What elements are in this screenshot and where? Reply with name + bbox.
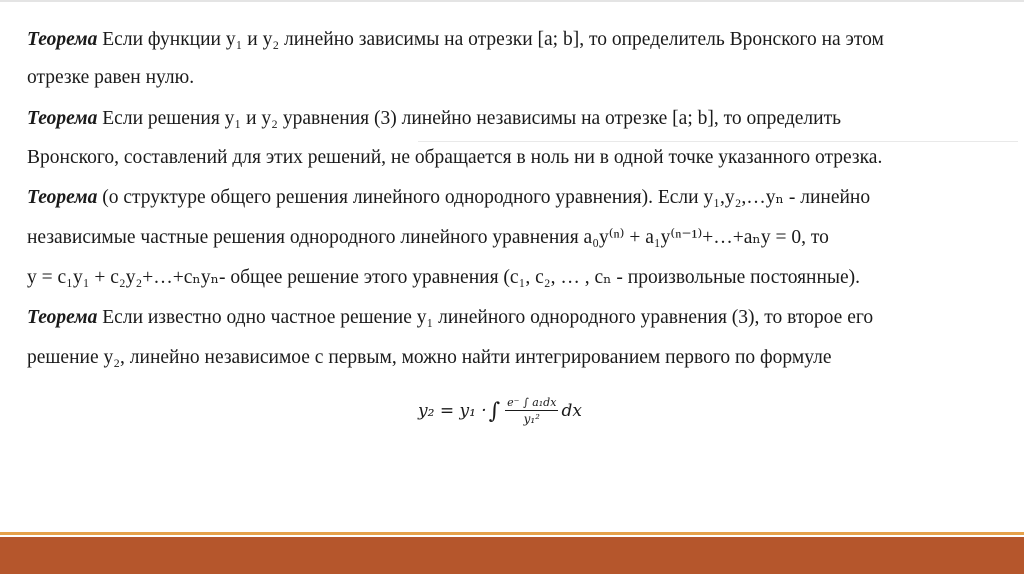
formula-lhs: y₂ = y₁ · xyxy=(418,401,487,421)
theorem4-line1 xyxy=(27,306,873,330)
theorem3-text3: y = c₁y₁ + c₂y₂+…+cₙyₙ- общее решение этого уравнения (c₁, c₂, … , cₙ - произвольные постоянные). xyxy=(27,267,861,288)
theorem2-text2: Вронского, составлений для этих решений, не обращается в ноль ни в одной точке указанного отрезка. xyxy=(27,147,883,168)
wronskian-formula xyxy=(418,386,582,436)
theorem3-text2: независимые частные решения однородного линейного уравнения a₀y⁽ⁿ⁾ + a₁y⁽ⁿ⁻¹⁾+…+aₙy = 0, то xyxy=(27,227,829,248)
theorem3-text1: (о структуре общего решения линейного однородного уравнения). Если y₁,y₂,…yₙ - линейно xyxy=(102,187,871,208)
theorem3-line3 xyxy=(27,266,860,290)
theorem2-line1 xyxy=(27,107,841,131)
bottom-accent-stripe xyxy=(0,532,1024,535)
theorem3-title: Теорема xyxy=(27,187,98,208)
theorem1-line2 xyxy=(27,66,194,90)
formula-numerator: e⁻ ∫ a₁dx xyxy=(507,396,557,409)
top-divider xyxy=(0,0,1024,2)
theorem1-title: Теорема xyxy=(27,29,98,50)
formula-denominator: y₁² xyxy=(523,412,540,426)
theorem4-line2 xyxy=(27,346,831,370)
theorem4-title: Теорема xyxy=(27,307,98,328)
theorem1-text1: Если функции y₁ и y₂ линейно зависимы на отрезки [a; b], то определитель Вронского на этом xyxy=(102,29,884,50)
theorem4-text1: Если известно одно частное решение y₁ линейного однородного уравнения (3), то второе его xyxy=(102,307,874,328)
faint-rule xyxy=(418,141,1018,142)
theorem4-text2: решение y₂, линейно независимое с первым, можно найти интегрированием первого по формуле xyxy=(27,347,832,368)
theorem2-text1: Если решения y₁ и y₂ уравнения (3) линейно независимы на отрезке [a; b], то определить xyxy=(102,108,841,129)
formula-tail: dx xyxy=(561,401,582,421)
theorem3-line1 xyxy=(27,186,870,210)
theorem2-title: Теорема xyxy=(27,108,98,129)
integral-sign: ∫ xyxy=(488,398,501,424)
bottom-bar xyxy=(0,537,1024,574)
theorem1-text2: отрезке равен нулю. xyxy=(27,67,195,88)
theorem2-line2 xyxy=(27,146,882,170)
theorem3-line2 xyxy=(27,226,829,250)
formula-fraction xyxy=(505,396,558,426)
theorem1-line1 xyxy=(27,28,884,52)
